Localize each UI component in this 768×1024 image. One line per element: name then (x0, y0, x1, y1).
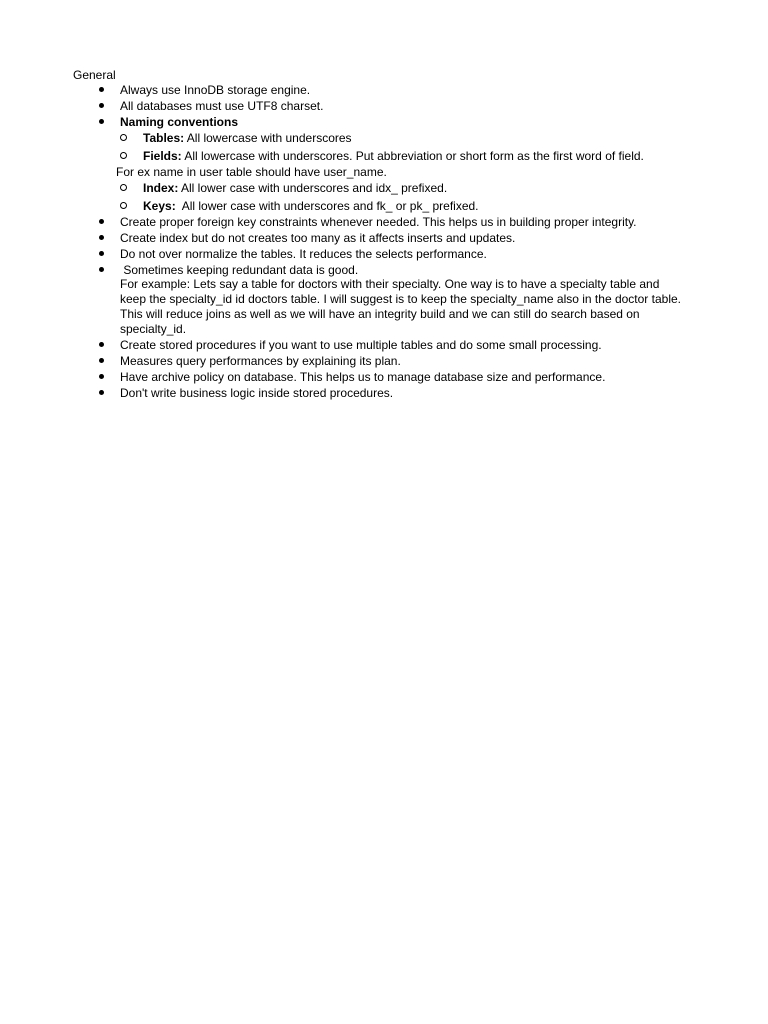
list-item-text: Don't write business logic inside stored procedures. (120, 386, 394, 400)
naming-conventions-heading: Naming conventions (120, 115, 239, 129)
bullet-icon (97, 115, 105, 130)
list-item (0, 247, 768, 262)
list-item-text: Create index but do not creates too many as it affects inserts and updates. (120, 231, 516, 245)
sub-list-item (0, 149, 768, 164)
list-item-text: Measures query performances by explaining its plan. (120, 354, 401, 368)
term-label: Keys: (143, 199, 176, 213)
sub-list-item-text (143, 131, 688, 146)
list-item (0, 215, 768, 230)
term-label: Tables: (143, 131, 185, 145)
term-description: All lowercase with underscores. Put abbreviation or short form as the first word of field. (181, 149, 644, 163)
guidelines-list (0, 83, 768, 402)
list-item (0, 99, 768, 114)
term-description: All lower case with underscores and idx_ prefixed. (178, 181, 448, 195)
bullet-icon (97, 338, 105, 353)
term-description: All lower case with underscores and fk_ or pk_ prefixed. (175, 199, 479, 213)
bullet-icon (97, 386, 105, 401)
circle-bullet-icon (119, 131, 127, 146)
list-item (0, 115, 768, 130)
sub-list-item-text (143, 181, 688, 196)
list-item-text: Sometimes keeping redundant data is good. (120, 263, 359, 277)
bullet-icon (97, 263, 105, 278)
bullet-icon (97, 99, 105, 114)
term-label: Fields: (143, 149, 182, 163)
sub-list-item-text (143, 199, 688, 214)
list-item-text: All databases must use UTF8 charset. (120, 99, 324, 113)
bullet-icon (97, 354, 105, 369)
term-label: Index: (143, 181, 179, 195)
list-item (0, 338, 768, 353)
example-paragraph: For example: Lets say a table for doctors with their specialty. One way is to have a specialty table and keep the specialty_id id doctors table. I will suggest is to keep the specialty_name also in the doctor table. This will reduce joins as well as we will have an integrity build and we can still do search based on specialty_id. (120, 277, 681, 336)
list-item-text: Create stored procedures if you want to use multiple tables and do some small processing. (120, 338, 602, 352)
bullet-icon (97, 231, 105, 246)
list-item (0, 354, 768, 369)
circle-bullet-icon (119, 181, 127, 196)
term-description: All lowercase with underscores (184, 131, 352, 145)
bullet-icon (97, 370, 105, 385)
sub-list-item-text (143, 149, 688, 164)
list-item (0, 370, 768, 385)
sub-list-item (0, 131, 768, 146)
bullet-icon (97, 247, 105, 262)
list-item-text: Do not over normalize the tables. It reduces the selects performance. (120, 247, 487, 261)
list-item (0, 386, 768, 401)
bullet-icon (97, 83, 105, 98)
list-item (0, 83, 768, 98)
continuation-line (0, 165, 768, 180)
sub-list-item (0, 181, 768, 196)
sub-list-item (0, 199, 768, 214)
list-item-text: Have archive policy on database. This helps us to manage database size and performance. (120, 370, 606, 384)
circle-bullet-icon (119, 149, 127, 164)
circle-bullet-icon (119, 199, 127, 214)
list-item (0, 231, 768, 246)
list-item-text: Create proper foreign key constraints whenever needed. This helps us in building proper integrity. (120, 215, 637, 229)
bullet-icon (97, 215, 105, 230)
list-item-text: Always use InnoDB storage engine. (120, 83, 311, 97)
section-heading: General (73, 68, 116, 82)
list-item (0, 263, 768, 337)
continuation-text: For ex name in user table should have user_name. (116, 165, 387, 179)
